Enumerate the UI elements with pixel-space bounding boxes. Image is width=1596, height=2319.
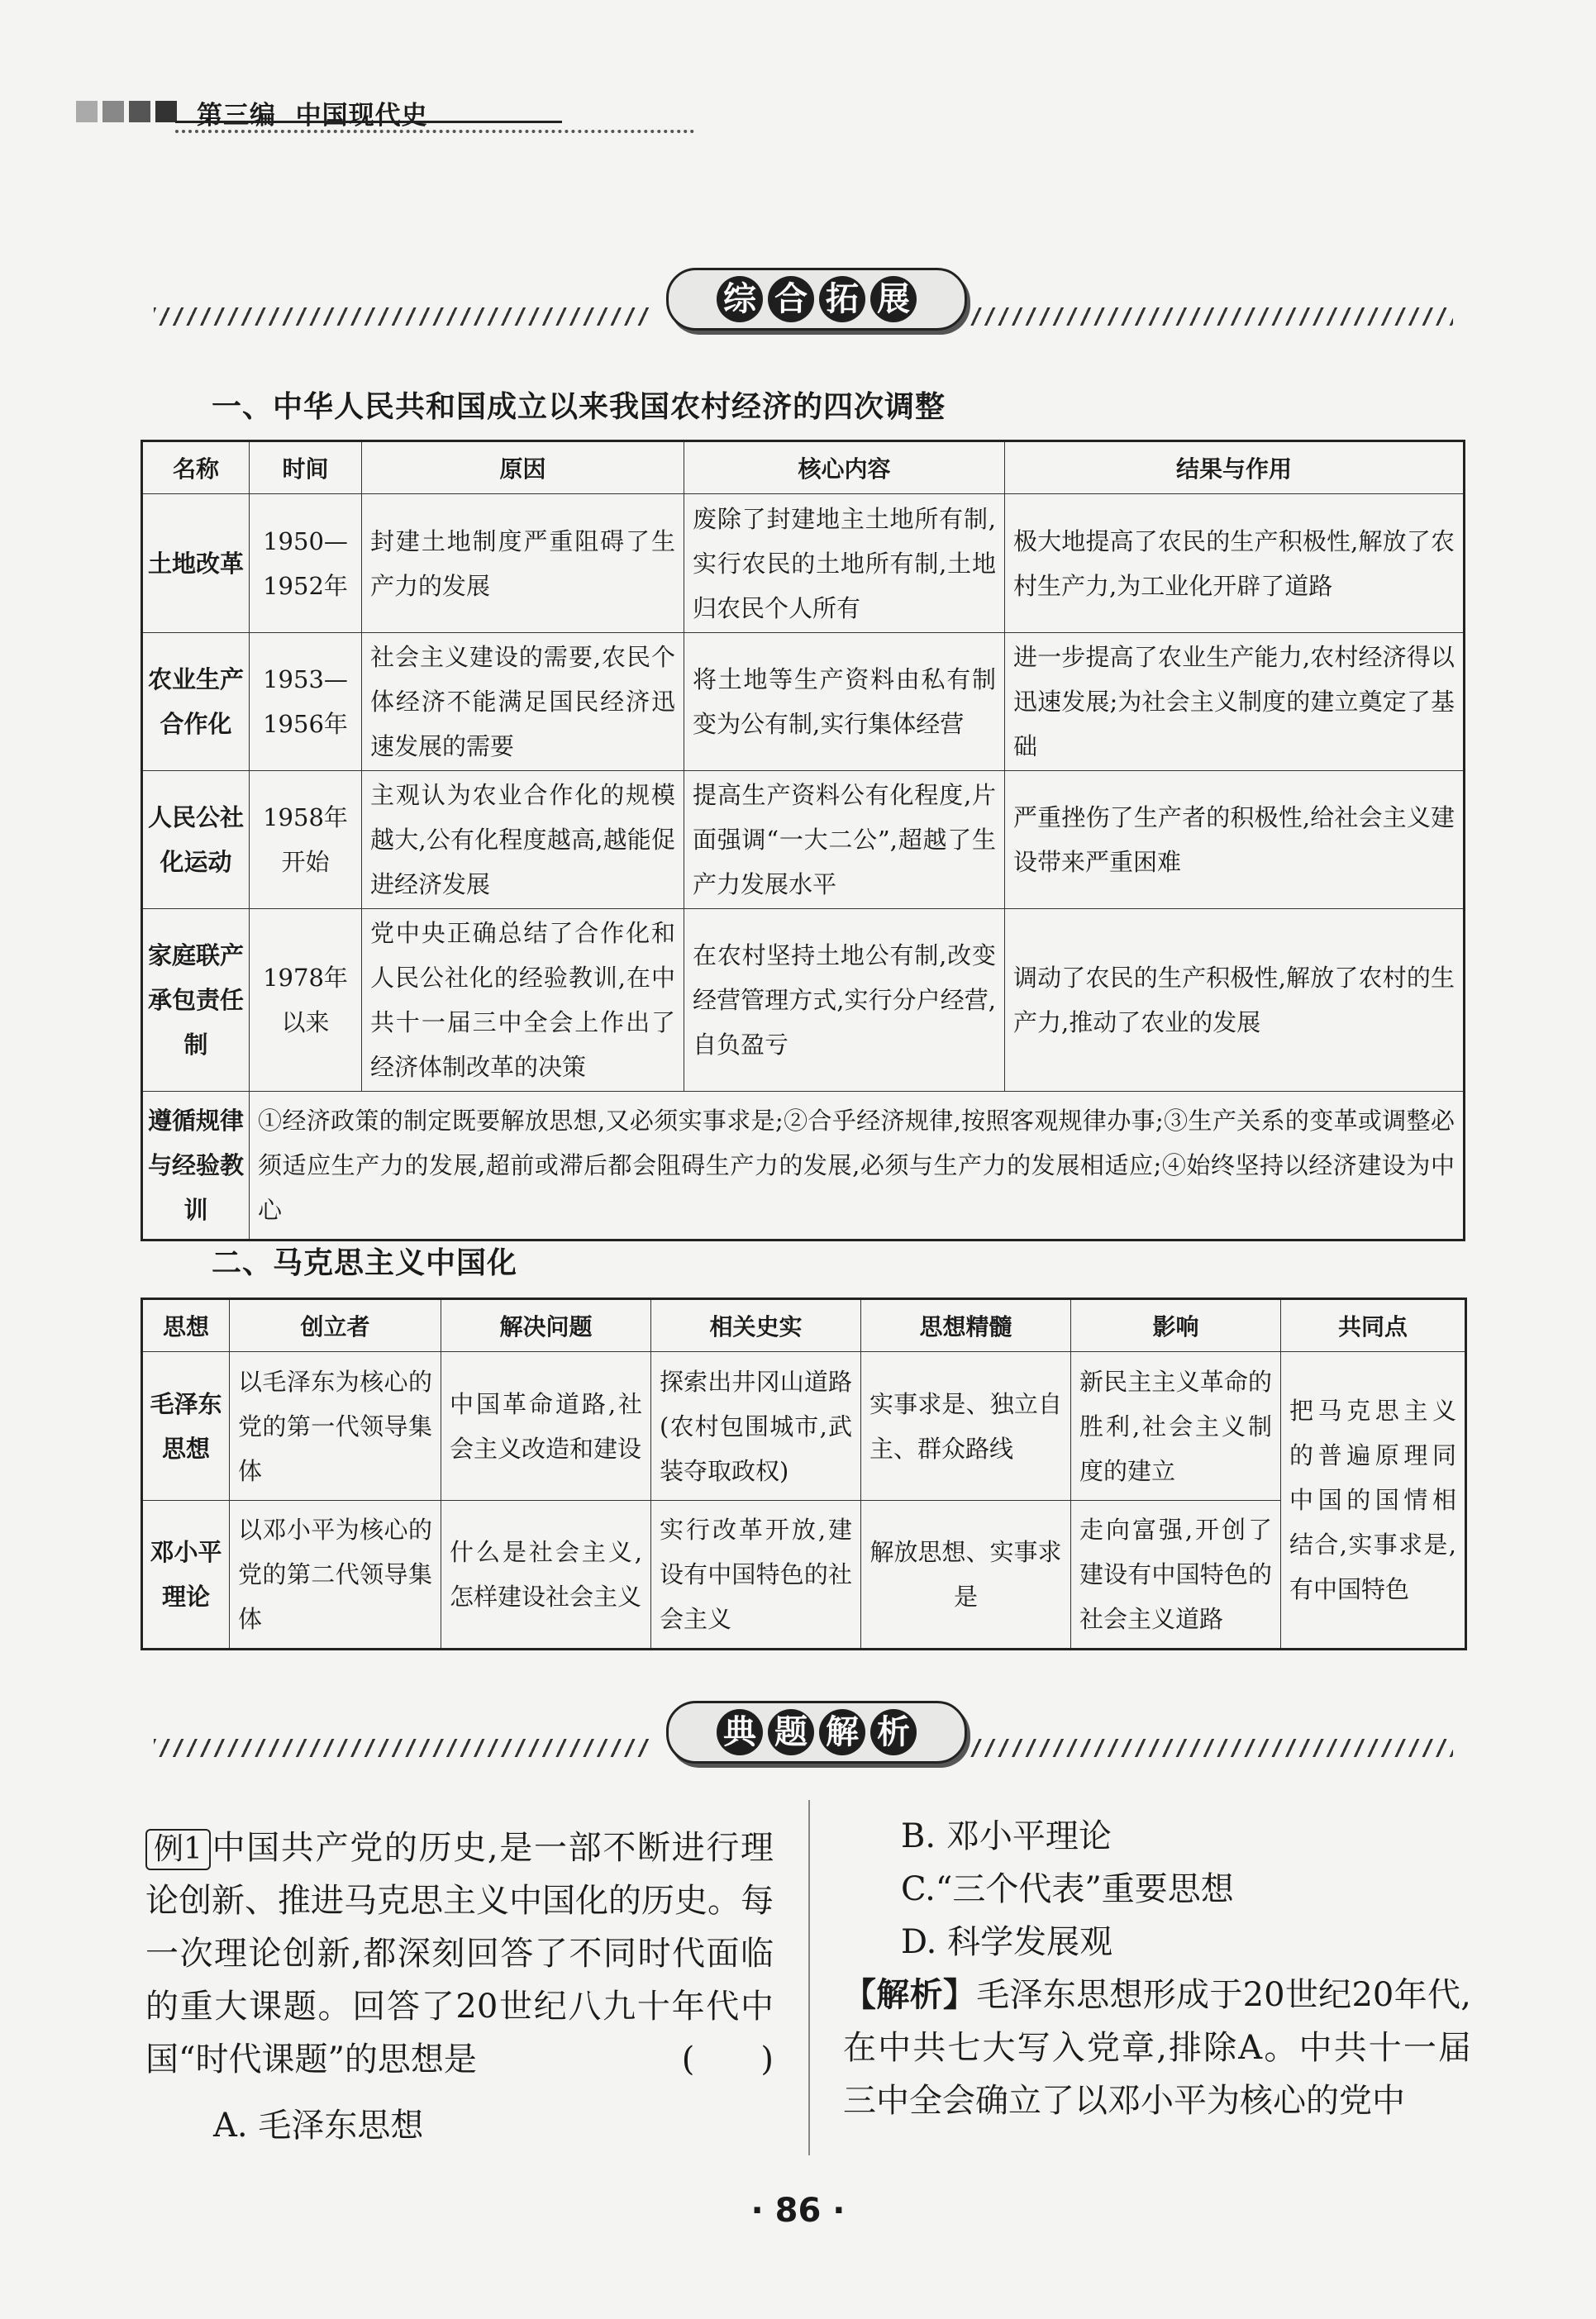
row-reason: 党中央正确总结了合作化和人民公社化的经验教训,在中共十一届三中全会上作出了经济体制改革的决策 bbox=[362, 909, 684, 1092]
header-cell: 核心内容 bbox=[684, 441, 1005, 494]
row-name: 邓小平理论 bbox=[142, 1501, 230, 1650]
table-row bbox=[142, 633, 1465, 771]
chapter-title: 第三编 中国现代史 bbox=[197, 101, 428, 131]
header-cell: 解决问题 bbox=[441, 1299, 651, 1352]
lessons-text: ①经济政策的制定既要解放思想,又必须实事求是;②合乎经济规律,按照客观规律办事;③生产关系的变革或调整必须适应生产力的发展,超前或滞后都会阻碍生产力的发展,必须与生产力的发展相适应;④始终坚持以经济建设为中心 bbox=[250, 1092, 1465, 1240]
banner-char: 解 bbox=[819, 1709, 865, 1755]
row-content: 废除了封建地主土地所有制,实行农民的土地所有制,土地归农民个人所有 bbox=[684, 494, 1005, 633]
banner-char: 展 bbox=[870, 276, 917, 322]
header-dotted-line bbox=[175, 130, 694, 133]
analysis-text: 毛泽东思想形成于20世纪20年代,在中共七大写入党章,排除A。中共十一届三中全会确立了以邓小平为核心的党中 bbox=[843, 1976, 1471, 2120]
row-problem: 什么是社会主义,怎样建设社会主义 bbox=[441, 1501, 651, 1650]
banner-char: 综 bbox=[717, 276, 763, 322]
header-underline bbox=[175, 121, 562, 123]
banner-char: 合 bbox=[768, 276, 814, 322]
row-result: 调动了农民的生产积极性,解放了农村的生产力,推动了农业的发展 bbox=[1005, 909, 1465, 1092]
row-name: 家庭联产承包责任制 bbox=[142, 909, 250, 1092]
banner-char: 题 bbox=[768, 1709, 814, 1755]
page-number: · 86 · bbox=[750, 2192, 846, 2230]
section-banner-comprehensive bbox=[666, 268, 967, 331]
row-founder: 以邓小平为核心的党的第二代领导集体 bbox=[230, 1501, 441, 1650]
table-header-row bbox=[142, 441, 1465, 494]
option-b: B. 邓小平理论 bbox=[901, 1817, 1112, 1855]
marxism-sinicization-table bbox=[141, 1298, 1467, 1650]
section-banner-examples bbox=[666, 1701, 967, 1764]
table-row-lessons bbox=[142, 1092, 1465, 1240]
row-result: 极大地提高了农民的生产积极性,解放了农村生产力,为工业化开辟了道路 bbox=[1005, 494, 1465, 633]
table-header-row bbox=[142, 1299, 1466, 1352]
banner-char: 拓 bbox=[819, 276, 865, 322]
row-impact: 新民主主义革命的胜利,社会主义制度的建立 bbox=[1071, 1352, 1281, 1501]
example-tag: 例1 bbox=[145, 1829, 211, 1870]
row-content: 在农村坚持土地公有制,改变经营管理方式,实行分户经营,自负盈亏 bbox=[684, 909, 1005, 1092]
row-name: 人民公社化运动 bbox=[142, 771, 250, 909]
row-problem: 中国革命道路,社会主义改造和建设 bbox=[441, 1352, 651, 1501]
banner-hatch-left bbox=[154, 307, 650, 326]
row-name: 毛泽东思想 bbox=[142, 1352, 230, 1501]
banner-hatch-left bbox=[154, 1739, 650, 1757]
option-a: A. 毛泽东思想 bbox=[213, 2107, 424, 2145]
option-d: D. 科学发展观 bbox=[901, 1923, 1113, 1961]
lessons-label: 遵循规律与经验教训 bbox=[142, 1092, 250, 1240]
table-row bbox=[142, 771, 1465, 909]
banner-hatch-right bbox=[965, 307, 1453, 326]
option-c: C.“三个代表”重要思想 bbox=[901, 1870, 1234, 1908]
header-square-1 bbox=[76, 101, 98, 122]
row-time: 1953—1956年 bbox=[250, 633, 362, 771]
row-founder: 以毛泽东为核心的党的第一代领导集体 bbox=[230, 1352, 441, 1501]
banner-char: 典 bbox=[717, 1709, 763, 1755]
banner-char: 析 bbox=[870, 1709, 917, 1755]
analysis bbox=[843, 1969, 1471, 2127]
header-square-3 bbox=[129, 101, 150, 122]
row-essence: 解放思想、实事求是 bbox=[861, 1501, 1071, 1650]
row-reason: 主观认为农业合作化的规模越大,公有化程度越高,越能促进经济发展 bbox=[362, 771, 684, 909]
table-row bbox=[142, 909, 1465, 1092]
header-cell: 共同点 bbox=[1281, 1299, 1466, 1352]
row-time: 1950—1952年 bbox=[250, 494, 362, 633]
header-cell: 原因 bbox=[362, 441, 684, 494]
header-cell: 思想 bbox=[142, 1299, 230, 1352]
example-stem: 中国共产党的历史,是一部不断进行理论创新、推进马克思主义中国化的历史。每一次理论创新,都深刻回答了不同时代面临的重大课题。回答了20世纪八九十年代中国“时代课题”的思想是 bbox=[145, 1829, 774, 2079]
header-cell: 思想精髓 bbox=[861, 1299, 1071, 1352]
table-row bbox=[142, 494, 1465, 633]
rural-economy-table bbox=[141, 440, 1465, 1241]
example-question bbox=[145, 1821, 774, 2086]
header-square-2 bbox=[102, 101, 124, 122]
header-cell: 时间 bbox=[250, 441, 362, 494]
row-name: 土地改革 bbox=[142, 494, 250, 633]
banner-hatch-right bbox=[965, 1739, 1453, 1757]
section-heading-1: 一、中华人民共和国成立以来我国农村经济的四次调整 bbox=[212, 390, 946, 424]
answer-blank: ( ) bbox=[681, 2040, 774, 2079]
table-row bbox=[142, 1352, 1466, 1501]
section-heading-2: 二、马克思主义中国化 bbox=[212, 1246, 518, 1280]
table-row bbox=[142, 1501, 1466, 1650]
row-essence: 实事求是、独立自主、群众路线 bbox=[861, 1352, 1071, 1501]
header-cell: 创立者 bbox=[230, 1299, 441, 1352]
row-content: 将土地等生产资料由私有制变为公有制,实行集体经营 bbox=[684, 633, 1005, 771]
row-result: 进一步提高了农业生产能力,农村经济得以迅速发展;为社会主义制度的建立奠定了基础 bbox=[1005, 633, 1465, 771]
row-result: 严重挫伤了生产者的积极性,给社会主义建设带来严重困难 bbox=[1005, 771, 1465, 909]
row-name: 农业生产合作化 bbox=[142, 633, 250, 771]
row-content: 提高生产资料公有化程度,片面强调“一大二公”,超越了生产力发展水平 bbox=[684, 771, 1005, 909]
analysis-label: 【解析】 bbox=[843, 1976, 977, 2014]
column-divider bbox=[808, 1800, 810, 2155]
row-time: 1958年开始 bbox=[250, 771, 362, 909]
header-cell: 相关史实 bbox=[651, 1299, 861, 1352]
row-time: 1978年以来 bbox=[250, 909, 362, 1092]
row-facts: 实行改革开放,建设有中国特色的社会主义 bbox=[651, 1501, 861, 1650]
row-reason: 社会主义建设的需要,农民个体经济不能满足国民经济迅速发展的需要 bbox=[362, 633, 684, 771]
row-impact: 走向富强,开创了建设有中国特色的社会主义道路 bbox=[1071, 1501, 1281, 1650]
common-point: 把马克思主义的普遍原理同中国的国情相结合,实事求是,有中国特色 bbox=[1281, 1352, 1466, 1650]
row-reason: 封建土地制度严重阻碍了生产力的发展 bbox=[362, 494, 684, 633]
header-cell: 名称 bbox=[142, 441, 250, 494]
header-cell: 结果与作用 bbox=[1005, 441, 1465, 494]
row-facts: 探索出井冈山道路(农村包围城市,武装夺取政权) bbox=[651, 1352, 861, 1501]
header-cell: 影响 bbox=[1071, 1299, 1281, 1352]
header-square-4 bbox=[155, 101, 177, 122]
